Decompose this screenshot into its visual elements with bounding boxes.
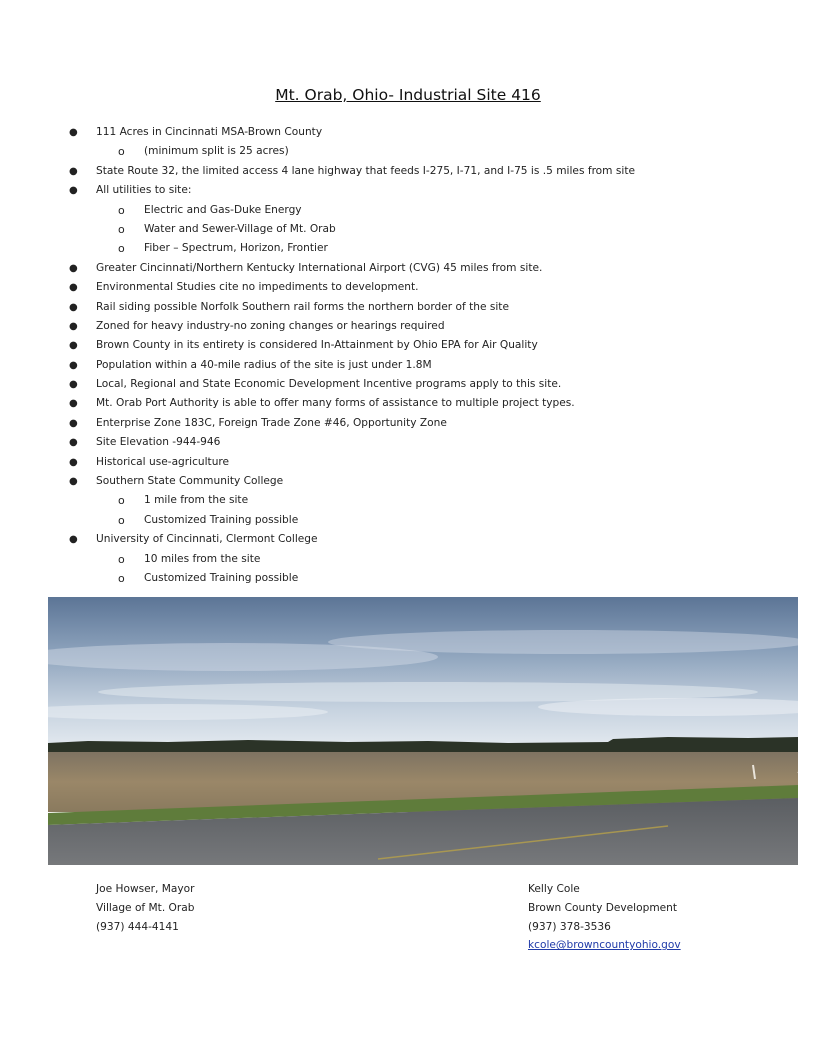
list-item [0,356,816,375]
bullet-icon: ● [69,185,78,197]
site-photo [48,597,798,865]
list-item [0,433,816,452]
list-item [0,472,816,491]
list-item [0,414,816,433]
list-item-text: Brown County in its entirety is considered In-Attainment by Ohio EPA for Air Quality [96,339,538,352]
list-item [0,394,816,413]
contact-organization: Brown County Development [528,901,678,914]
sub-bullet-icon: o [118,222,125,236]
list-item-text: All utilities to site: [96,184,192,197]
list-item-text: University of Cincinnati, Clermont College [96,533,318,546]
sub-list-item [0,142,816,161]
sub-bullet-icon: o [118,552,125,566]
sub-bullet-icon: o [118,571,125,585]
sub-list-item-text: Electric and Gas-Duke Energy [144,203,302,216]
sub-list-item-text: 10 miles from the site [144,552,261,565]
sub-list-item-text: Customized Training possible [144,571,299,584]
contact-name: Kelly Cole [528,883,580,895]
list-item [0,336,816,355]
bullet-icon: ● [69,282,78,294]
contact-phone: (937) 444-4141 [96,920,179,933]
list-item-text: Southern State Community College [96,475,284,488]
contact-organization: Village of Mt. Orab [96,901,195,914]
field-landscape-image [48,597,798,865]
list-item-text: Local, Regional and State Economic Development Incentive programs apply to this site. [96,378,562,391]
sub-list-item [0,550,816,569]
sub-bullet-icon: o [118,513,125,527]
bullet-icon: ● [69,437,78,449]
sub-list-item-text: Water and Sewer-Village of Mt. Orab [144,222,336,235]
bullet-icon: ● [69,456,78,468]
sub-list-item-text: (minimum split is 25 acres) [144,145,289,158]
bullet-icon: ● [69,301,78,313]
sub-list-item [0,220,816,239]
contact-county [528,880,681,955]
list-item [0,375,816,394]
sub-list-item [0,239,816,258]
list-item-text: Greater Cincinnati/Northern Kentucky International Airport (CVG) 45 miles from site. [96,261,543,274]
list-item [0,259,816,278]
bullet-icon: ● [69,262,78,274]
bullet-icon: ● [69,476,78,488]
sub-bullet-icon: o [118,494,125,508]
list-item-text: Site Elevation -944-946 [96,436,221,449]
bullet-icon: ● [69,398,78,410]
sub-list-item [0,569,816,588]
list-item-text: Mt. Orab Port Authority is able to offer many forms of assistance to multiple project types. [96,397,575,410]
sub-list-item-text: Customized Training possible [144,513,299,526]
list-item [0,317,816,336]
list-item-text: Historical use-agriculture [96,455,230,468]
list-item-text: Population within a 40-mile radius of the site is just under 1.8M [96,358,432,371]
list-item-text: Environmental Studies cite no impediments to development. [96,281,419,294]
list-item-text: Zoned for heavy industry-no zoning changes or hearings required [96,319,445,332]
bullet-icon: ● [69,359,78,371]
list-item [0,298,816,317]
list-item-text: 111 Acres in Cincinnati MSA-Brown County [96,126,323,138]
contact-mayor [96,880,194,936]
list-item [0,453,816,472]
list-item [0,181,816,200]
bullet-icon: ● [69,165,78,177]
email-link[interactable]: kcole@browncountyohio.gov [528,939,681,952]
sub-bullet-icon: o [118,145,125,159]
sub-bullet-icon: o [118,203,125,217]
list-item [0,162,816,181]
bullet-icon: ● [69,320,78,332]
bullet-icon: ● [69,127,78,138]
list-item [0,123,816,142]
list-item [0,278,816,297]
site-feature-list [0,123,816,588]
list-item-text: Enterprise Zone 183C, Foreign Trade Zone #46, Opportunity Zone [96,416,447,429]
bullet-icon: ● [69,417,78,429]
contact-name: Joe Howser, Mayor [96,883,195,895]
sub-list-item [0,491,816,510]
sub-list-item [0,511,816,530]
bullet-icon: ● [69,340,78,352]
sub-list-item-text: Fiber – Spectrum, Horizon, Frontier [144,242,328,255]
list-item-text: Rail siding possible Norfolk Southern rail forms the northern border of the site [96,300,509,313]
list-item-text: State Route 32, the limited access 4 lane highway that feeds I-275, I-71, and I-75 is .5 miles from site [96,164,635,177]
contact-phone: (937) 378-3536 [528,920,611,933]
sub-bullet-icon: o [118,242,125,256]
list-item [0,530,816,549]
sub-list-item [0,201,816,220]
bullet-icon: ● [69,534,78,546]
page-title: Mt. Orab, Ohio- Industrial Site 416 [275,86,541,104]
bullet-icon: ● [69,379,78,391]
sub-list-item-text: 1 mile from the site [144,494,249,507]
